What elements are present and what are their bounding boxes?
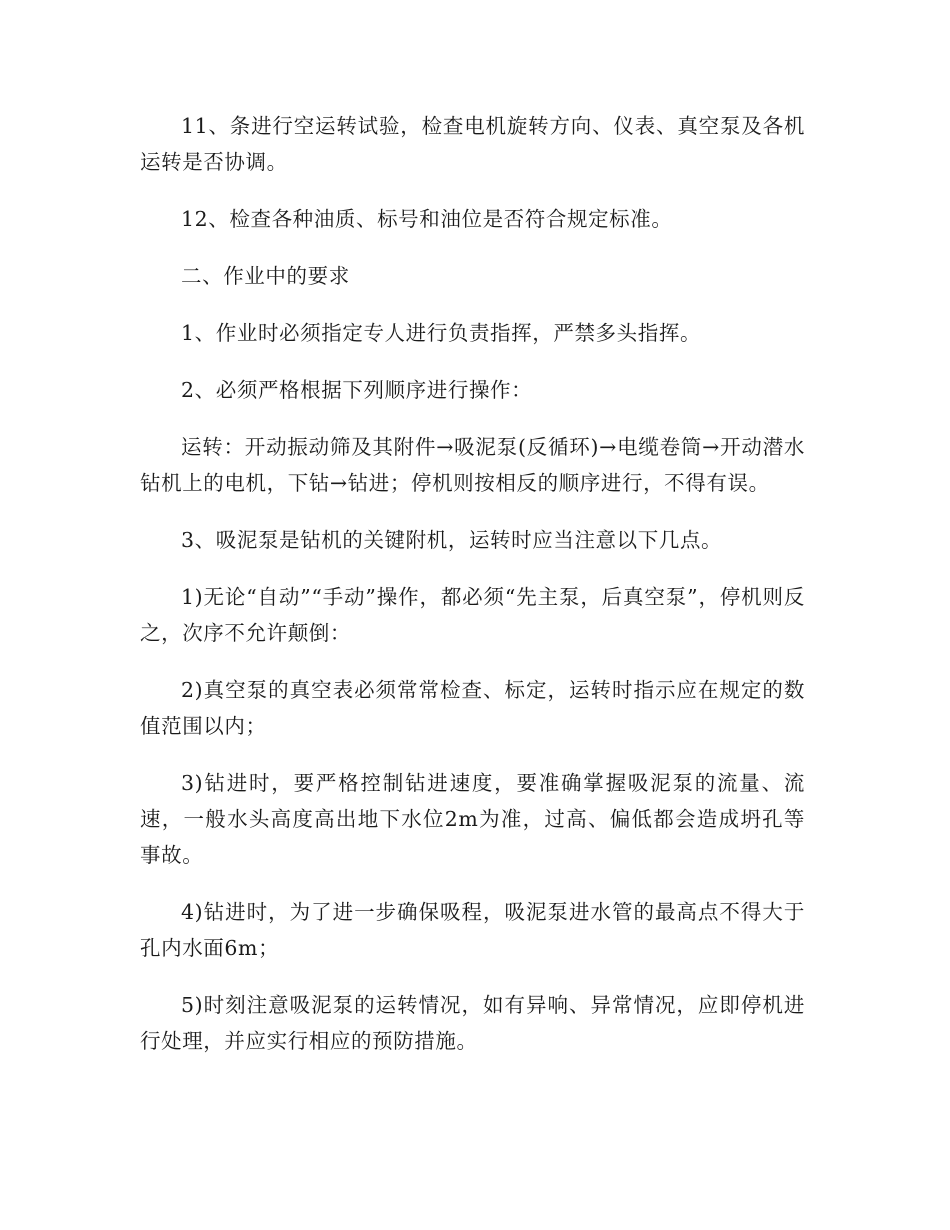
paragraph-requirement-1: 1、作业时必须指定专人进行负责指挥，严禁多头指挥。 <box>181 321 702 345</box>
paragraph-item-12: 12、检查各种油质、标号和油位是否符合规定标准。 <box>181 207 673 231</box>
paragraph-operation-sequence: 运转：开动振动筛及其附件→吸泥泵(反循环)→电缆卷筒→开动潜水钻机上的电机，下钻→钻进；停机则按相反的顺序进行，不得有误。 <box>140 435 805 495</box>
sub-item-4: 4)钻进时，为了进一步确保吸程，吸泥泵进水管的最高点不得大于孔内水面6m； <box>140 900 805 960</box>
sub-item-1: 1)无论“自动”“手动”操作，都必须“先主泵，后真空泵”，停机则反之，次序不允许颠倒： <box>140 585 805 645</box>
paragraph-item-11: 11、条进行空运转试验，检查电机旋转方向、仪表、真空泵及各机运转是否协调。 <box>140 114 805 174</box>
paragraph-requirement-3: 3、吸泥泵是钻机的关键附机，运转时应当注意以下几点。 <box>181 528 723 552</box>
section-heading: 二、作业中的要求 <box>181 264 350 288</box>
paragraph-requirement-2: 2、必须严格根据下列顺序进行操作： <box>181 378 533 402</box>
sub-item-5: 5)时刻注意吸泥泵的运转情况，如有异响、异常情况，应即停机进行处理，并应实行相应的预防措施。 <box>140 993 805 1053</box>
sub-item-3: 3)钻进时，要严格控制钻进速度，要准确掌握吸泥泵的流量、流速，一般水头高度高出地下水位2m为准，过高、偏低都会造成坍孔等事故。 <box>140 771 805 867</box>
sub-item-2: 2)真空泵的真空表必须常常检查、标定，运转时指示应在规定的数值范围以内； <box>140 678 805 738</box>
document-body <box>140 108 805 1059</box>
